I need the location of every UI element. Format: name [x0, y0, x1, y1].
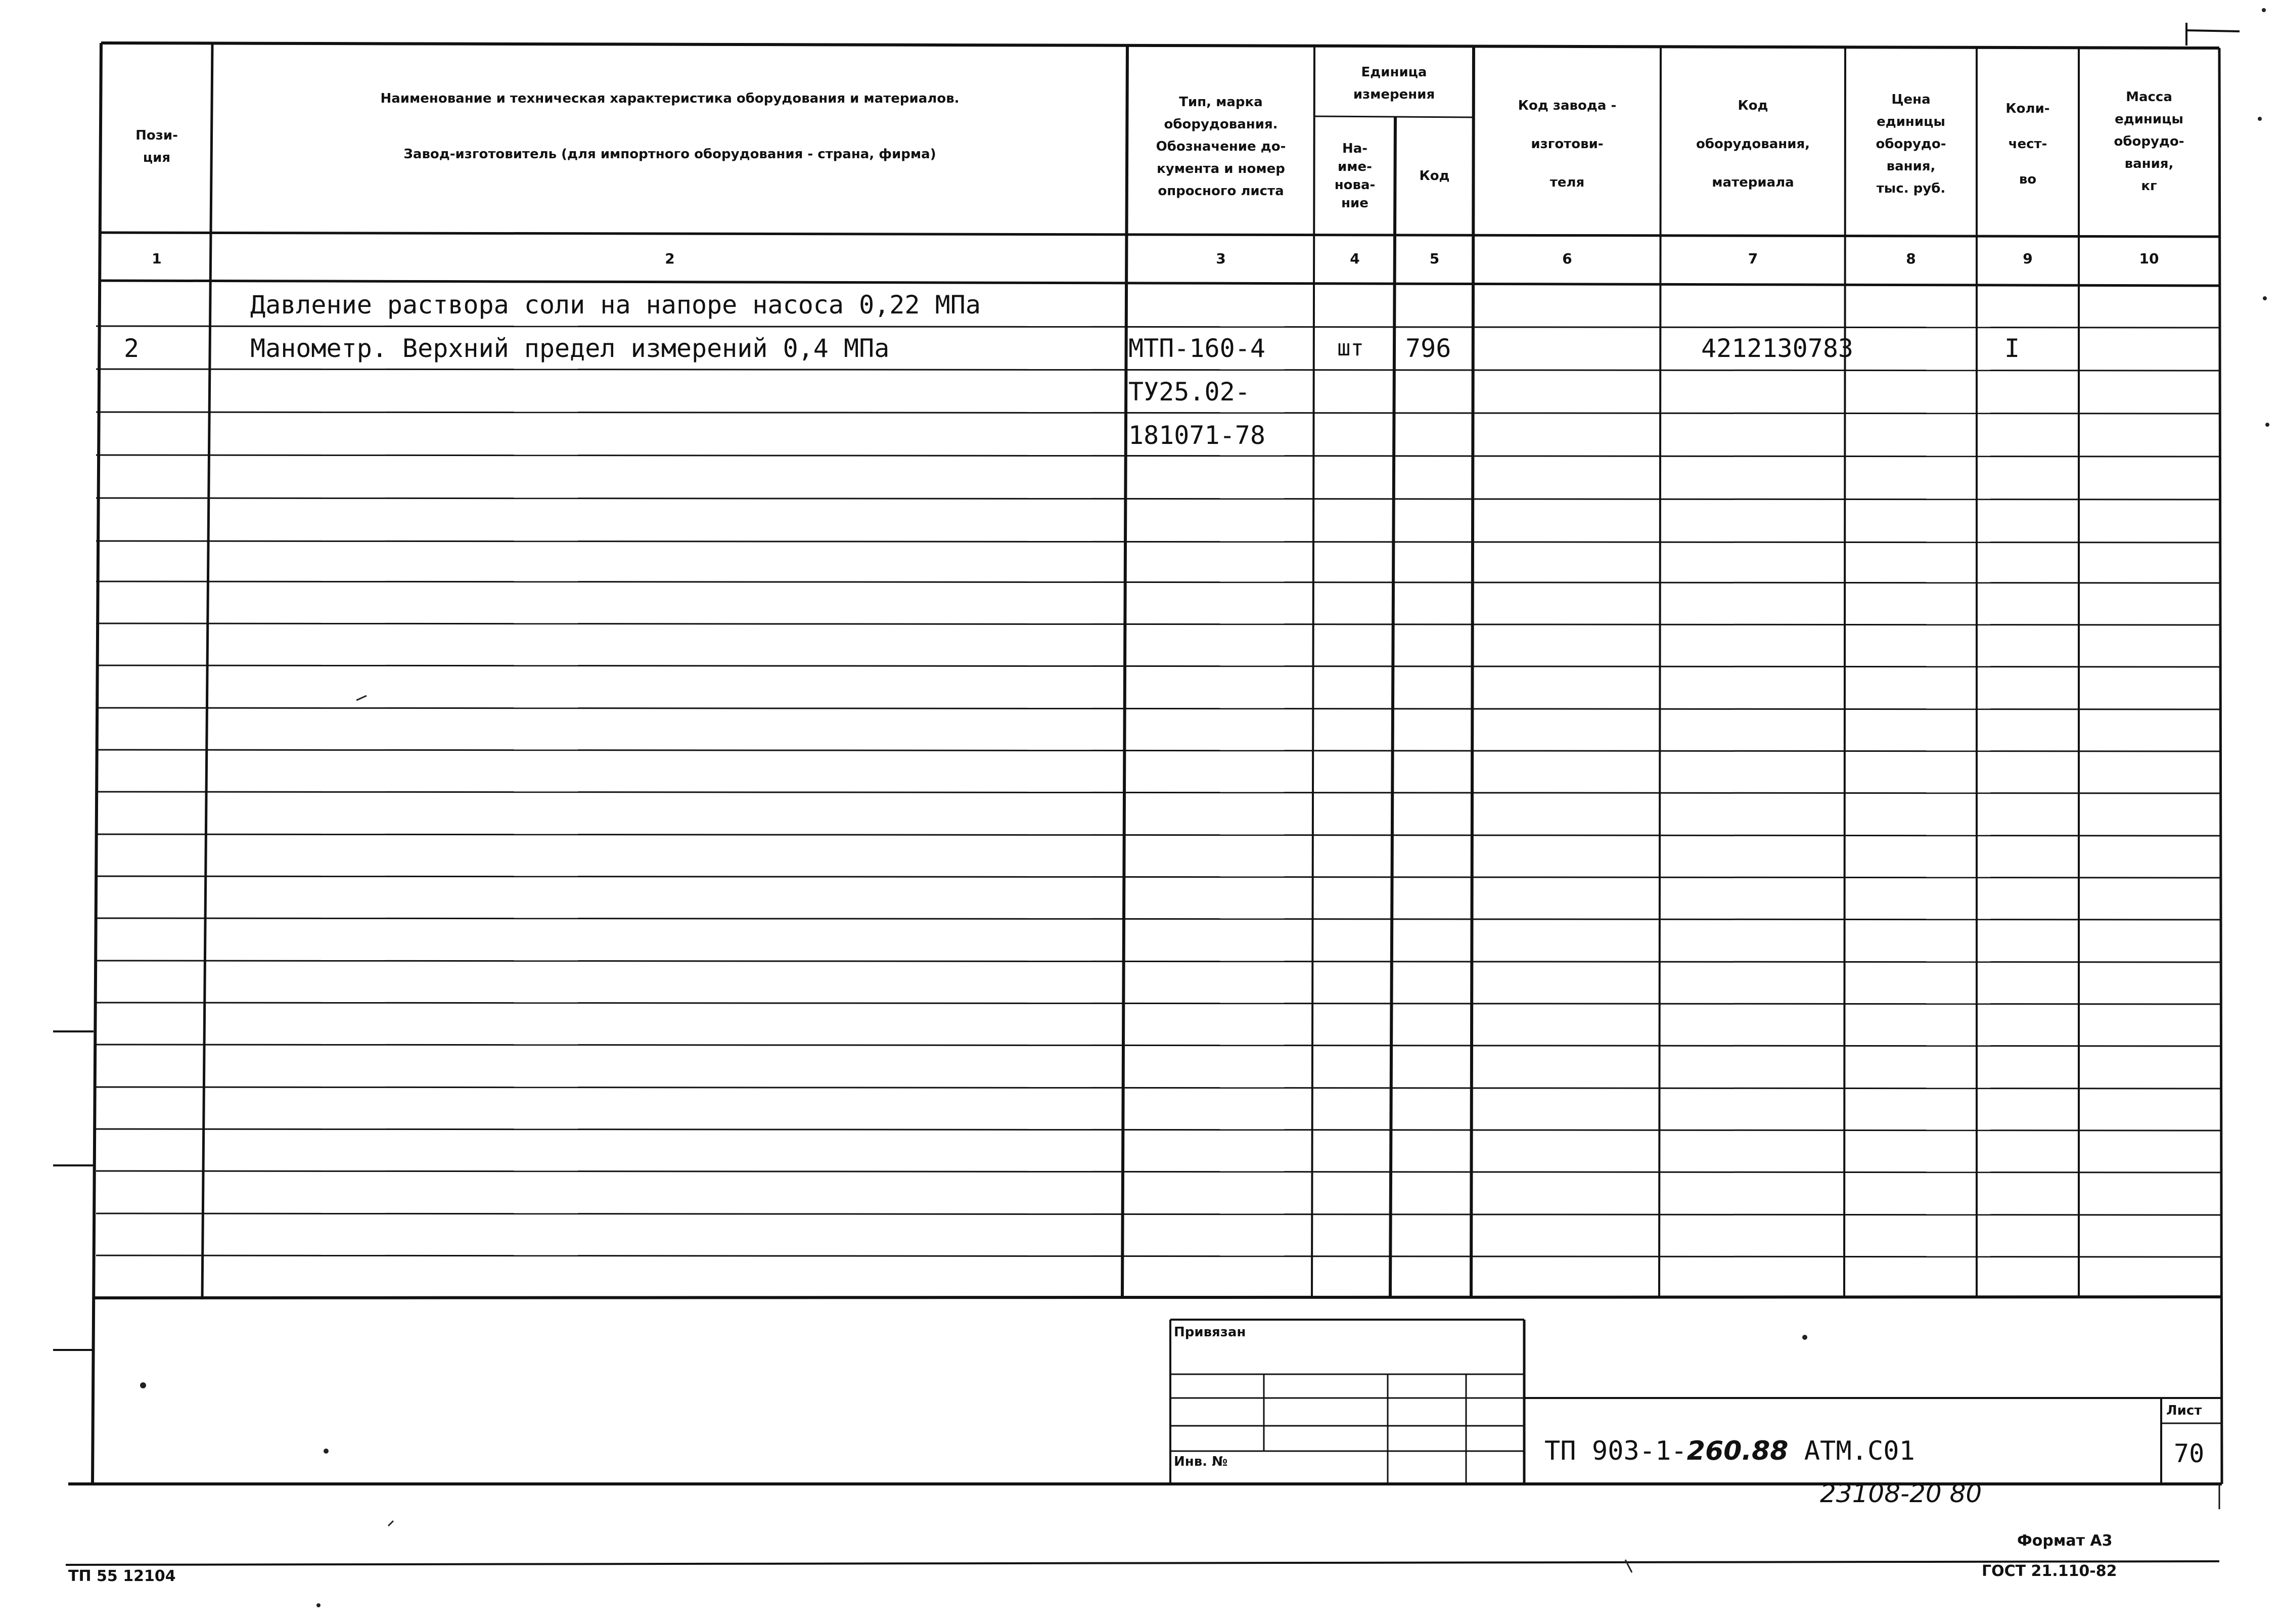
- column-number: 6: [1562, 250, 1572, 267]
- stamp-privyazan: Привязан: [1174, 1325, 1246, 1340]
- row-2-equipment-code: 4212130783: [1701, 334, 1854, 363]
- column-number: 2: [665, 250, 675, 267]
- header-price: Цена единицы оборудо- вания, тыс. руб.: [1876, 92, 1946, 196]
- handwritten-number: 23108-20 80: [1820, 1479, 1982, 1508]
- stamp-inventory-number: Инв. №: [1174, 1454, 1228, 1469]
- row-4-type: 181071-78: [1128, 421, 1265, 450]
- stamp-sheet-label: Лист: [2166, 1403, 2202, 1418]
- header-unit-group: Единица измерения: [1353, 65, 1435, 102]
- row-3-type: ТУ25.02-: [1128, 377, 1250, 407]
- header-maker-code: Код завода - изготови- теля: [1518, 98, 1617, 190]
- header-unit-name: На- име- нова- ние: [1334, 141, 1376, 211]
- column-number: 7: [1748, 250, 1758, 267]
- row-2-name: Манометр. Верхний предел измерений 0,4 МПа: [250, 334, 890, 363]
- format-label: Формат А3: [2017, 1532, 2113, 1550]
- header-quantity: Коли- чест- во: [2005, 101, 2050, 187]
- column-number: 10: [2139, 250, 2159, 267]
- column-number: 8: [1906, 250, 1916, 267]
- row-2-position: 2: [124, 334, 140, 363]
- row-2-unit: шт: [1337, 335, 1364, 361]
- row-2-unit-code: 796: [1405, 334, 1451, 363]
- header-mass: Масса единицы оборудо- вания, кг: [2114, 89, 2184, 194]
- row-2-type: МТП-160-4: [1128, 334, 1265, 363]
- print-code: ТП 55 12104: [68, 1567, 176, 1585]
- gost-label: ГОСТ 21.110-82: [1982, 1562, 2117, 1580]
- column-number: 3: [1216, 250, 1226, 267]
- header-name-line1: Наименование и техническая характеристика оборудования и материалов.: [380, 91, 960, 106]
- document-code-suffix: АТМ.С01: [1788, 1436, 1915, 1466]
- document-code-prefix: ТП 903-1-: [1544, 1436, 1687, 1466]
- row-1-name: Давление раствора соли на напоре насоса 0,22 МПа: [250, 290, 981, 320]
- stamp-sheet-number: 70: [2174, 1439, 2205, 1468]
- column-number: 5: [1429, 250, 1440, 267]
- column-number: 9: [2023, 250, 2033, 267]
- document-code-handwritten: 260.88: [1686, 1436, 1789, 1466]
- row-2-quantity: I: [2004, 334, 2020, 363]
- column-number: 4: [1350, 250, 1360, 267]
- header-name-line2: Завод-изготовитель (для импортного оборудования - страна, фирма): [403, 147, 936, 162]
- column-number: 1: [152, 250, 162, 267]
- header-type: Тип, марка оборудования. Обозначение до- кумента и номер опросного листа: [1156, 95, 1286, 199]
- header-equipment-code: Код оборудования, материала: [1696, 98, 1810, 190]
- header-position: Пози- ция: [135, 128, 178, 165]
- header-unit-code: Код: [1419, 168, 1450, 184]
